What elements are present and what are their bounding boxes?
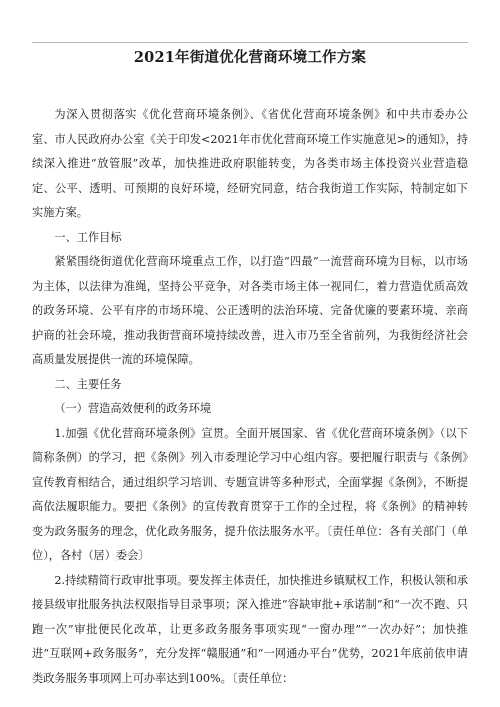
section-heading-tasks: 二、主要任务 bbox=[54, 377, 122, 391]
task-item-2: 2.持续精简行政审批事项。要发挥主体责任，加快推进乡镇赋权工作，积极认领和承接县级审批服务执法权限指导目录事项；深入推进“容缺审批+承诺制”和“一次不跑、只跑一次”审批便民化改革，让更多政务服务事项实现“一窗办理”“一次办好”；加快推进“互联网+政务服务”，充分发挥“赣服通”和“一网通办平台”优势，2021年底前依申请类政务服务事项网上可办率达到100%。〔责任单位： bbox=[32, 573, 468, 685]
section-heading-goals: 一、工作目标 bbox=[54, 230, 122, 244]
document-page bbox=[32, 47, 468, 691]
subsection-heading-government-environment: （一）营造高效便利的政务环境 bbox=[54, 402, 212, 415]
intro-paragraph: 为深入贯彻落实《优化营商环境条例》、《省优化营商环境条例》和中共市委办公室、市人民政府办公室《关于印发<2021年市优化营商环境工作实施意见>的通知》，持续深入推进“放管服”改革，加快推进政府职能转变，为各类市场主体投资兴业营造稳定、公平、透明、可预期的良好环境，经研究同意，结合我街道工作实际，特制定如下实施方案。 bbox=[32, 108, 468, 219]
goals-paragraph: 紧紧围绕街道优化营商环境重点工作，以打造“四最”一流营商环境为目标，以市场为主体，以法律为准绳，坚持公平竞争，对各类市场主体一视同仁，着力营造优质高效的政务环境、公平有序的市场环境、公正透明的法治环境、完备优廉的要素环境、亲商护商的社会环境，推动我街营商环境持续改善，进入市乃至全省前列，为我街经济社会高质量发展提供一流的环境保障。 bbox=[32, 255, 468, 366]
document-body bbox=[32, 103, 468, 691]
task-item-1: 1.加强《优化营商环境条例》宣贯。全面开展国家、省《优化营商环境条例》（以下简称条例）的学习，把《条例》列入市委理论学习中心组内容。要把履行职责与《条例》宣传教育相结合，通过组织学习培训、专题宣讲等多种形式，全面掌握《条例》，不断提高依法履职能力。要把《条例》的宣传教育贯穿于工作的全过程，将《条例》的精神转变为政务服务的理念，优化政务服务，提升依法服务水平。〔责任单位：各有关部门（单位），各村（居）委会〕 bbox=[32, 426, 468, 562]
header-rule bbox=[32, 42, 468, 43]
document-title: 2021年街道优化营商环境工作方案 bbox=[133, 49, 367, 66]
